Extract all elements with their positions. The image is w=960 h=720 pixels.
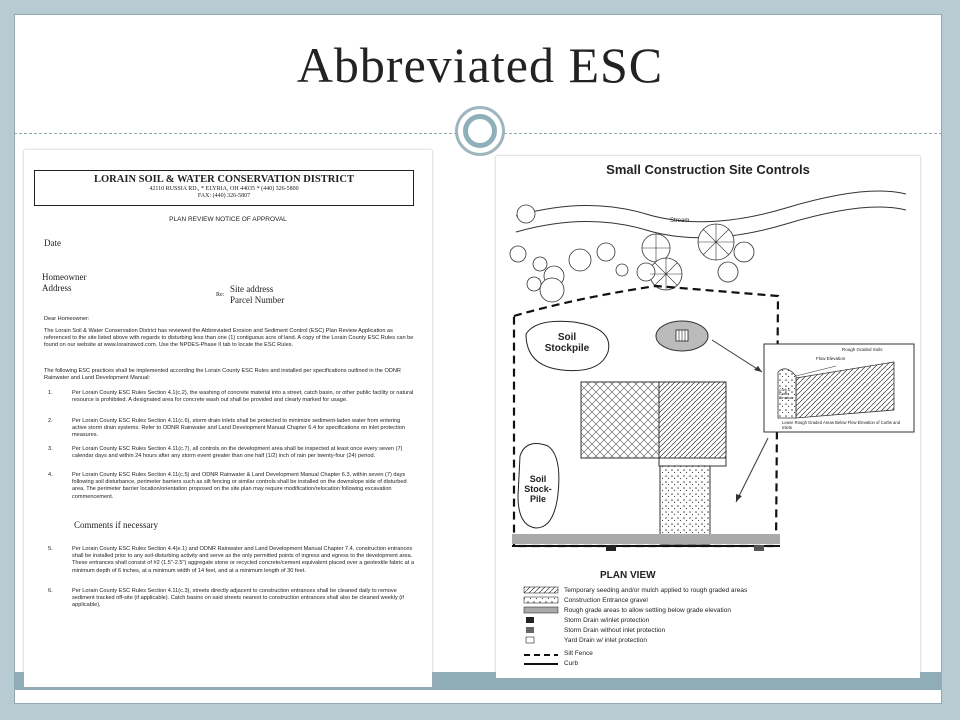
letter-heading: PLAN REVIEW NOTICE OF APPROVAL [169, 216, 287, 223]
legend-item: Curb [564, 660, 579, 667]
comments-label: Comments if necessary [74, 520, 158, 530]
list-item: 4. Per Lorain County ESC Rules Section 4.11(c.5) and ODNR Rainwater & Land Development Manual Chapter 6.3, within seven (7) days following soil disturbance, perimeter barriers such as silt fencing or similar controls shall be installed on the downslope side of disturbed area. The perimeter barrier location/orientation proposed on the site plan may require modification/relocation following excavation commencement. [48, 472, 407, 500]
legend-item: Silt Fence [564, 650, 593, 657]
divider-ring-ornament [455, 106, 505, 156]
legend-item: Yard Drain w/ inlet protection [564, 637, 647, 644]
right-border-bar [946, 145, 960, 687]
legend-item: Temporary seeding and/or mulch applied to rough graded areas [564, 587, 748, 594]
legend-item: Construction Entrance gravel [564, 597, 648, 604]
left-border-bar [0, 145, 14, 687]
inset-rough-graded-label: Rough Graded Soils [842, 347, 883, 352]
list-item: 3. Per Lorain County ESC Rules Section 4.11(c.7), all controls on the development area shall be inspected at least once every seven (7) calendar days and within 24 hours after any storm event greater than one half (1/2) inch of rain per twenty-four (24) period. [48, 446, 403, 460]
slide-title: Abbreviated ESC [296, 37, 664, 93]
org-fax: FAX: (440) 326-5807 [197, 193, 251, 199]
stockpile-label-1: Soil Stockpile [544, 332, 590, 354]
salutation: Dear Homeowner: [44, 316, 90, 322]
intro-paragraph: The Lorain Soil & Water Conservation District has reviewed the Abbreviated Erosion and Sediment Control (ESC) Plan Review Application as referenced to the site listed above with regards to disturbing less than one (1) contiguous acre of land. A copy of the Lorain County ESC Rules can be found on our website at www.lorainswcd.com. Use the NPDES-Phase II tab to locate the ESC Rules. [44, 328, 414, 349]
homeowner-label: Homeowner [42, 272, 87, 282]
re-label: Re: [216, 292, 225, 298]
practices-intro: The following ESC practices shall be implemented according the Lorain County ESC Rules and installed per specifications outlined in the ODNR Rainwater and Land Development Manual: [44, 368, 401, 382]
list-item: 5. Per Lorain County ESC Rules Section 4.4(e.1) and ODNR Rainwater and Land Development Manual Chapter 7.4, construction entrances shall be installed prior to any soil-disturbing activity and serve as the only permitted points of ingress and egress to the development area. These entrances shall consist of #2 (1.5"-2.5") aggregate stone or recycled concrete/cement equivalent placed over a geotextile fabric at a minimum depth of 6 inches, at a minimum width of 14 feet, and at a minimum length of 30 feet. [48, 546, 414, 574]
plan-view-label: PLAN VIEW [600, 570, 656, 581]
parcel-number-label: Parcel Number [230, 295, 285, 305]
site-address-label: Site address [230, 284, 274, 294]
site-controls-diagram [496, 156, 920, 678]
date-label: Date [44, 238, 61, 248]
address-label: Address [42, 283, 72, 293]
inset-curb-label: Curb & Gutter Structure [779, 388, 794, 400]
stockpile-label-2: Soil Stock- Pile [524, 474, 552, 504]
legend-item: Storm Drain without inlet protection [564, 627, 666, 634]
inset-caption: Leave Rough Graded Areas Below Flow Elevation of Curbs and Inlets [782, 420, 901, 430]
org-address: 42110 RUSSIA RD., * ELYRIA, OH 44035 * (440) 326-5800 [149, 186, 299, 192]
org-name: LORAIN SOIL & WATER CONSERVATION DISTRICT [94, 174, 354, 185]
legend-item: Rough grade areas to allow settling below grade elevation [564, 607, 731, 614]
inset-flow-elevation-label: Flow Elevation [816, 356, 846, 361]
approval-letter [24, 150, 432, 687]
stream-label: Stream [670, 218, 690, 224]
legend-item: Storm Drain w/inlet protection [564, 617, 650, 624]
list-item: 6. Per Lorain County ESC Rules Section 4.11(c.3), streets directly adjacent to construction entrances shall be cleaned daily to remove sediment tracked off-site (if applicable). Catch basins on said streets nearest to construction entrances shall also be cleaned weekly (if applicable). [48, 588, 404, 609]
diagram-title: Small Construction Site Controls [606, 162, 810, 177]
list-item: 2. Per Lorain County ESC Rules Section 4.11(c.6), storm drain inlets shall be protected to minimize sediment-laden water from entering active storm drain systems. Refer to ODNR Rainwater and Land Development Manual Chapter 6.4 for specifications on inlet protection measures. [48, 418, 405, 439]
plan-view-drawing [496, 156, 920, 678]
letterhead-box [34, 170, 414, 206]
list-item: 1. Per Lorain County ESC Rules Section 4.1(c.2), the washing of concrete material into a street, catch basin, or other public facility or natural resource is prohibited. A designated area for concrete wash out shall be provided and clearly marked for usage. [48, 390, 414, 404]
